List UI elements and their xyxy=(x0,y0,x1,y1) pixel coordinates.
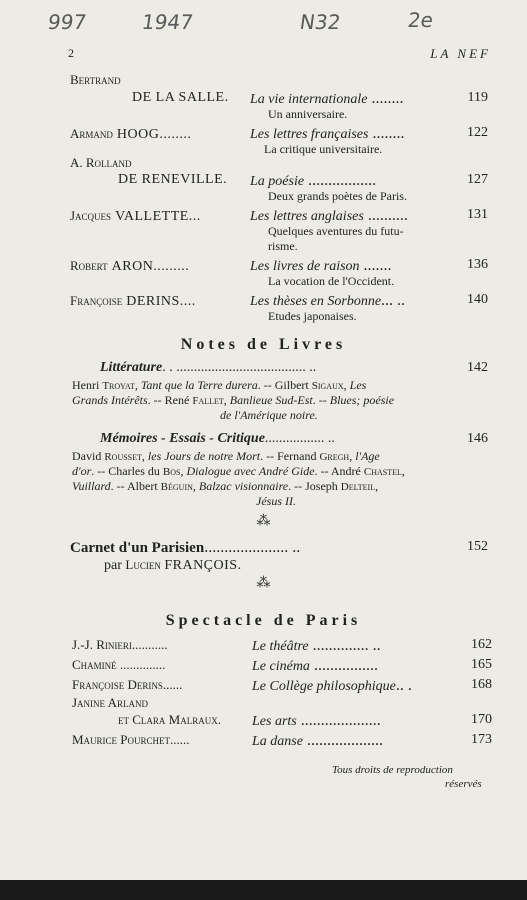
page-ref: 131 xyxy=(467,207,488,222)
author-last: DE RENEVILLE. xyxy=(118,172,228,187)
page-ref: 142 xyxy=(467,360,488,375)
spectacle-title: Le théâtre .............. .. xyxy=(252,637,381,654)
author-first: A. Rolland xyxy=(70,155,132,170)
handwritten-note: 997 xyxy=(46,10,88,34)
page-ref: 140 xyxy=(467,292,488,307)
author-last: DE LA SALLE. xyxy=(132,90,229,105)
subsection-line: Littérature. . ..................................... .. xyxy=(100,360,317,375)
rights-notice: réservés xyxy=(445,778,482,790)
entry-title: Les lettres anglaises .......... xyxy=(250,207,408,224)
running-head: LA NEF xyxy=(430,46,491,61)
page-ref: 165 xyxy=(471,657,492,672)
spectacle-title: Les arts .................... xyxy=(252,712,381,729)
carnet-author: par Lucien FRANÇOIS. xyxy=(104,557,242,573)
biblio-line: David Rousset, les Jours de notre Mort. -- Fernand Gregh, l'Age xyxy=(72,449,380,463)
spectacle-author: Françoise Derins...... xyxy=(72,677,183,692)
scan-edge xyxy=(0,880,527,900)
author: Armand HOOG........ xyxy=(70,126,192,142)
entry-subtitle: La critique universitaire. xyxy=(264,142,383,156)
section-heading: Notes de Livres xyxy=(180,336,347,353)
entry-subtitle: Quelques aventures du futu- xyxy=(268,224,404,238)
spectacle-title: La danse ................... xyxy=(252,732,383,749)
spectacle-author: et Clara Malraux. xyxy=(118,712,221,727)
biblio-line: Henri Troyat, Tant que la Terre durera. -- Gilbert Sigaux, Les xyxy=(72,378,367,392)
author-first: Bertrand xyxy=(70,72,121,87)
entry-subtitle: risme. xyxy=(268,239,298,253)
spectacle-author: J.-J. Rinieri........... xyxy=(72,637,168,652)
page-ref: 173 xyxy=(471,732,492,747)
spectacle-author: Chaminé .............. xyxy=(72,657,166,672)
entry-title: La vie internationale ........ xyxy=(250,90,404,107)
entry-subtitle: La vocation de l'Occident. xyxy=(268,274,395,288)
handwritten-note: N32 xyxy=(298,10,343,34)
entry-title: La poésie ................. xyxy=(250,172,377,189)
entry-subtitle: Deux grands poètes de Paris. xyxy=(268,189,407,203)
biblio-line: Grands Intérêts. -- René Fallet, Banlieue Sud-Est. -- Blues; poésie xyxy=(72,393,395,407)
page-number: 2 xyxy=(68,46,74,60)
entry-title: Les livres de raison ....... xyxy=(250,257,392,274)
entry-title: Les thèses en Sorbonne... .. xyxy=(250,292,406,309)
author: Françoise DERINS.... xyxy=(70,293,196,309)
page-ref: 136 xyxy=(467,257,488,272)
rights-notice: Tous droits de reproduction xyxy=(332,764,453,776)
page-ref: 170 xyxy=(471,712,492,727)
asterism: ⁂ xyxy=(256,576,271,591)
page-ref: 168 xyxy=(471,677,492,692)
spectacle-author: Janine Arland xyxy=(72,695,148,710)
subsection-line: Mémoires - Essais - Critique................. .. xyxy=(100,431,335,446)
entry-subtitle: Etudes japonaises. xyxy=(268,309,357,323)
carnet-line: Carnet d'un Parisien..................... .. xyxy=(70,539,301,556)
entry-subtitle: Un anniversaire. xyxy=(268,107,348,121)
page-ref: 127 xyxy=(467,172,488,187)
page-ref: 122 xyxy=(467,125,488,140)
spectacle-title: Le cinéma ................ xyxy=(252,657,378,674)
spectacle-title: Le Collège philosophique.. . xyxy=(252,677,412,694)
handwritten-note: 1947 xyxy=(140,10,195,34)
author: Jacques VALLETTE... xyxy=(70,208,201,224)
asterism: ⁂ xyxy=(256,514,271,529)
biblio-line: Jésus II. xyxy=(256,494,296,508)
author: Robert ARON......... xyxy=(70,258,190,274)
section-heading: Spectacle de Paris xyxy=(165,612,362,629)
entry-title: Les lettres françaises ........ xyxy=(250,125,405,142)
page-ref: 152 xyxy=(467,539,488,554)
page-ref: 146 xyxy=(467,431,488,446)
handwritten-note: 2e xyxy=(406,8,435,32)
biblio-line: Vuillard. -- Albert Béguin, Balzac visionnaire. -- Joseph Delteil, xyxy=(72,479,379,493)
spectacle-author: Maurice Pourchet...... xyxy=(72,732,190,747)
biblio-line: de l'Amérique noire. xyxy=(220,408,318,422)
page-ref: 162 xyxy=(471,637,492,652)
biblio-line: d'or. -- Charles du Bos, Dialogue avec André Gide. -- André Chastel, xyxy=(72,464,405,478)
page-ref: 119 xyxy=(467,90,488,105)
